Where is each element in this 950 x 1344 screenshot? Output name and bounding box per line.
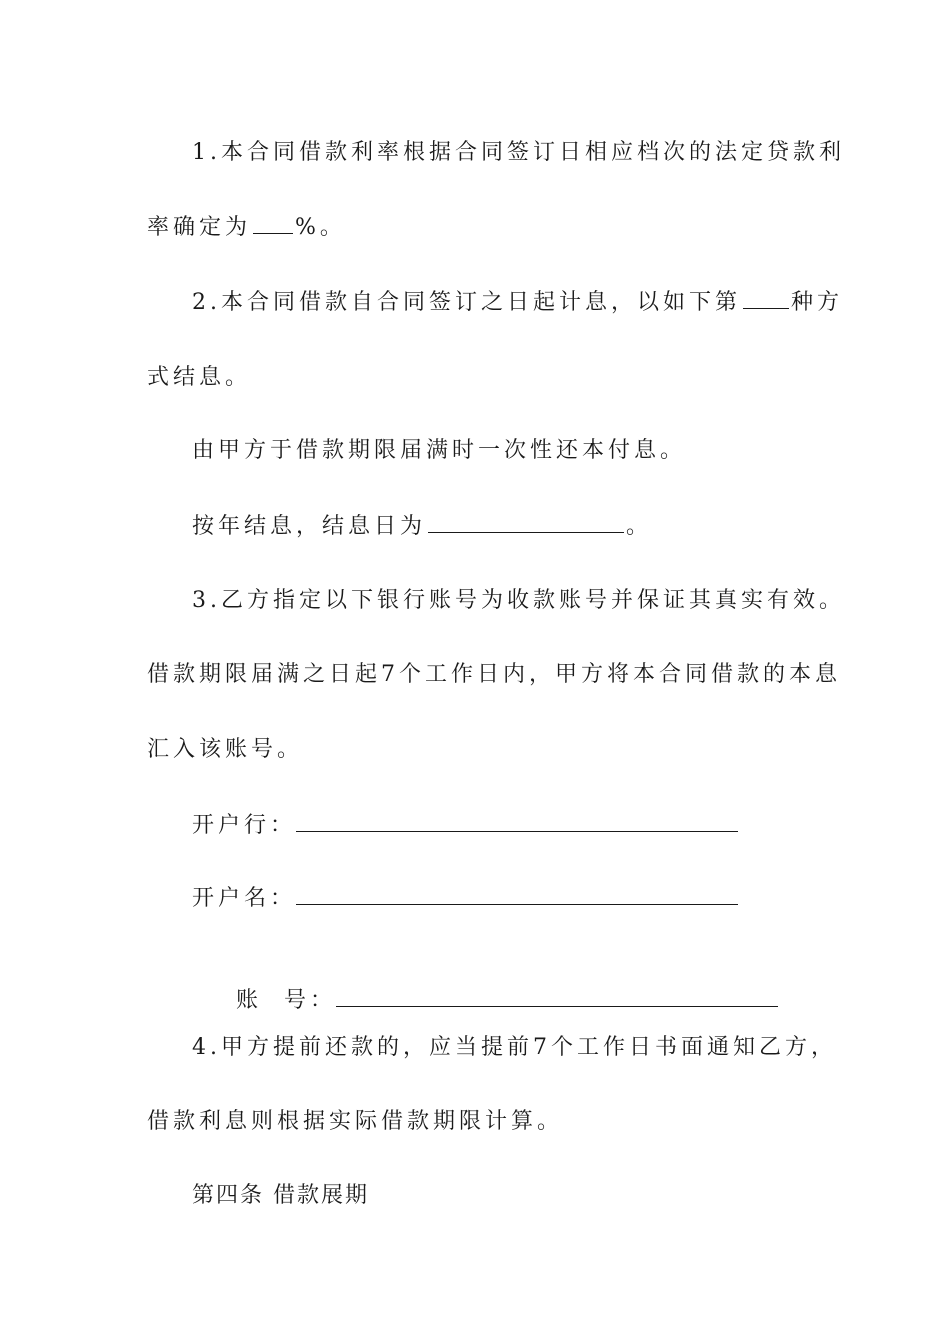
- account-name-field-row: [192, 884, 738, 913]
- clause-3-text-2: 借款期限届满之日起7个工作日内，甲方将本合同借款的本息: [147, 662, 841, 687]
- settlement-date-blank: [428, 512, 624, 533]
- clause-1-line-1: [192, 139, 845, 167]
- clause-2-line-1: [192, 288, 843, 317]
- bank-field: [296, 811, 738, 832]
- clause-4-text-2: 借款利息则根据实际借款期限计算。: [147, 1109, 564, 1134]
- account-number-field-row: [192, 958, 778, 1043]
- settlement-method-blank: [743, 288, 789, 309]
- clause-2-suffix: 种方: [791, 290, 844, 315]
- clause-3-line-1: [192, 587, 845, 615]
- clause-1-text: 1.本合同借款利率根据合同签订日相应档次的法定贷款利: [192, 140, 845, 165]
- settlement-option-1-text: 由甲方于借款期限届满时一次性还本付息。: [192, 438, 687, 463]
- clause-4-line-1: [192, 1034, 837, 1062]
- account-number-label: 账 号：: [235, 988, 336, 1013]
- settlement-option-2-suffix: 。: [626, 514, 653, 539]
- account-name-field: [296, 884, 738, 905]
- account-name-label: 开户名：: [192, 886, 297, 911]
- settlement-option-2: [192, 512, 652, 541]
- clause-4-line-2: [147, 1108, 563, 1136]
- article-4-title-text: 第四条 借款展期: [192, 1183, 369, 1208]
- clause-4-text-1: 4.甲方提前还款的，应当提前7个工作日书面通知乙方，: [192, 1035, 837, 1060]
- clause-3-text-3: 汇入该账号。: [147, 737, 304, 762]
- clause-1-rate-suffix: %。: [295, 215, 346, 240]
- interest-rate-blank: [253, 213, 293, 234]
- clause-3-text-1: 3.乙方指定以下银行账号为收款账号并保证其真实有效。: [192, 588, 845, 613]
- article-4-title: [192, 1182, 369, 1210]
- bank-label: 开户行：: [192, 813, 297, 838]
- settlement-option-1: [192, 437, 686, 465]
- clause-2-prefix: 2.本合同借款自合同签订之日起计息，以如下第: [192, 290, 741, 315]
- clause-2-text-2: 式结息。: [147, 365, 252, 390]
- clause-3-line-2: [147, 661, 841, 689]
- bank-field-row: [192, 811, 738, 840]
- clause-1-line-2: [147, 213, 346, 242]
- clause-2-line-2: [147, 364, 251, 392]
- clause-3-line-3: [147, 736, 303, 764]
- clause-1-rate-prefix: 率确定为: [147, 215, 252, 240]
- account-number-field: [336, 986, 778, 1007]
- settlement-option-2-prefix: 按年结息，结息日为: [192, 514, 427, 539]
